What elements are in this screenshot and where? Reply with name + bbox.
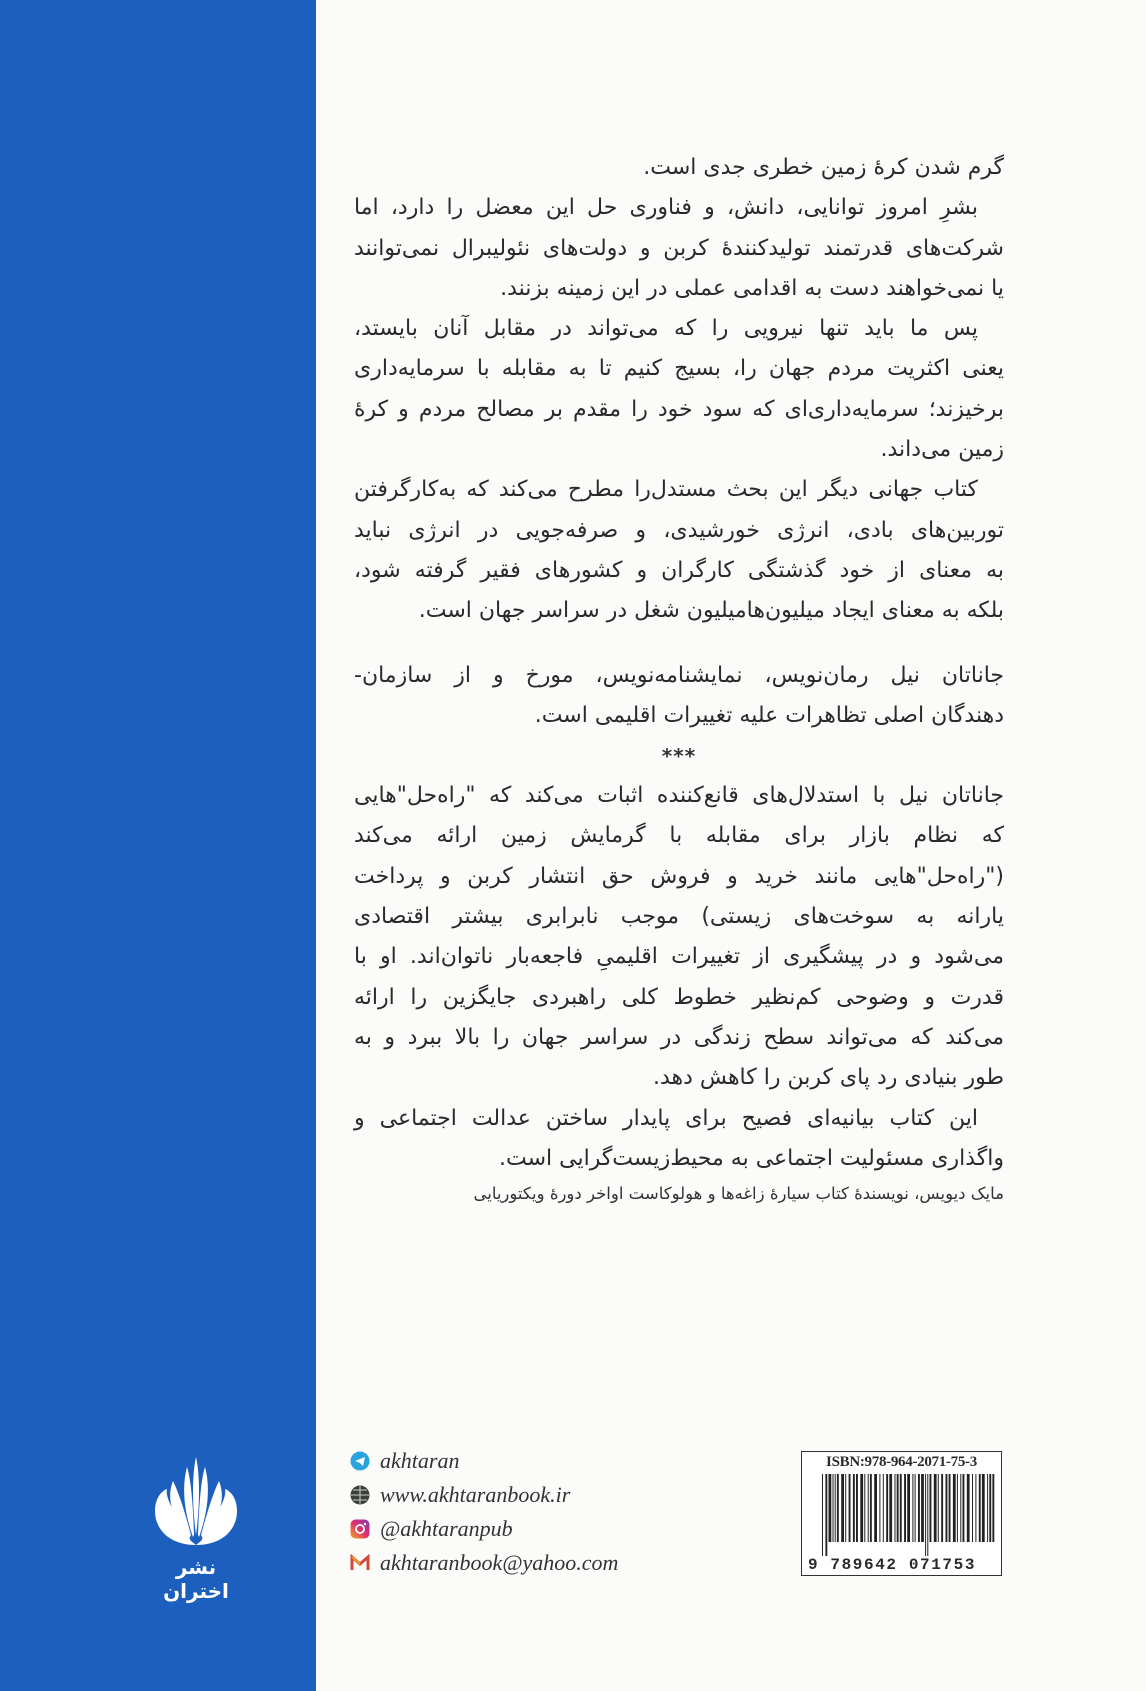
barcode-bar [972,1474,973,1542]
shell-logo-icon [151,1455,241,1547]
barcode-bar [868,1474,869,1542]
barcode-bar [895,1474,896,1542]
publisher-name: نشر اختران [163,1555,229,1603]
barcode-bars [822,1474,998,1556]
text-line: توربین‌های بادی، انرژی خورشیدی، و صرفه‌جویی در انرژی نباید [354,517,1004,543]
contact-text: @akhtaranpub [380,1516,513,1541]
barcode-bar [938,1474,939,1542]
quote-line: واگذاری مسئولیت اجتماعی به محیط‌زیست‌گرایی است. [498,1145,1004,1171]
barcode-bar [860,1474,863,1542]
barcode-bar [949,1474,951,1542]
quote-line: ("راه‌حل"هایی مانند خرید و فروش حق انتشار کربن و پرداخت [354,863,1004,889]
telegram-icon [350,1451,370,1471]
barcode-bar [886,1474,888,1542]
blue-spine-panel [0,0,316,1691]
barcode-bar [975,1474,976,1542]
barcode-bar [963,1474,965,1542]
barcode-bar [870,1474,872,1542]
contact-text: akhtaranbook@yahoo.com [380,1550,619,1575]
text-line: کتاب جهانی دیگر این بحث مستدل‌را مطرح می‌کند که به‌کارگرفتن [354,477,978,503]
author-bio-line: دهندگان اصلی تظاهرات علیه تغییرات اقلیمی است. [534,702,1004,728]
barcode-bar [946,1474,948,1542]
barcode-bar [982,1474,985,1542]
barcode-bar [897,1474,899,1542]
quote-line: جاناتان نیل با استدلال‌های قانع‌کننده اثبات می‌کند که "راه‌حل"هایی [354,783,1004,809]
isbn-label: ISBN:978-964-2071-75-3 [826,1454,977,1470]
quote-attribution: مایک دیویس، نویسندهٔ کتاب سیارهٔ زاغه‌ها و هولوکاست اواخر دورهٔ ویکتوریایی [473,1184,1004,1204]
barcode-bar [918,1474,920,1542]
barcode-bar [934,1474,937,1542]
barcode-bar [957,1474,958,1542]
barcode-bar [953,1474,956,1542]
isbn-barcode [801,1451,1002,1576]
barcode-digits: 9 789642 071753 [808,1556,977,1574]
barcode-bar [829,1474,832,1542]
barcode-bar [856,1474,858,1542]
barcode-bar [927,1474,928,1556]
text-line: زمین می‌داند. [880,437,1004,463]
instagram-icon [350,1519,370,1539]
barcode-bar [883,1474,884,1542]
barcode-bar [822,1474,823,1556]
publisher-logo [140,1455,252,1603]
barcode-bar [874,1474,877,1542]
barcode-bar [825,1474,827,1556]
barcode-bar [864,1474,865,1542]
contact-text: www.akhtaranbook.ir [380,1482,571,1507]
barcode-bar [879,1474,880,1542]
barcode-bar [900,1474,902,1542]
text-line: به معنای از خود گذشتگی کارگران و کشورهای فقیر گرفته شود، [354,557,1004,583]
barcode-bar [915,1474,916,1542]
barcode-bar [967,1474,970,1542]
barcode-bar [907,1474,910,1542]
contact-instagram[interactable] [350,1512,618,1546]
text-line: بلکه به معنای ایجاد میلیون‌هامیلیون شغل در سراسر جهان است. [418,598,1004,624]
text-line: برخیزند؛ سرمایه‌داری‌ای که سود خود را مقدم بر مصالح مردم و کرهٔ [354,396,1004,422]
barcode-bar [992,1474,994,1542]
quote-line: یارانه به سوخت‌های زیستی) موجب نابرابری بیشتر اقتصادی [354,904,1004,930]
quote-line: که نظام بازار برای مقابله با گرمایش زمین ارائه می‌کند [354,823,1004,849]
contact-telegram[interactable] [350,1444,618,1478]
barcode-bar [837,1474,839,1542]
barcode-bar [921,1474,924,1542]
quote-line: می‌کند که می‌تواند سطح زندگی در سراسر جهان را بالا ببرد و به [354,1024,1004,1050]
globe-icon [350,1485,370,1505]
barcode-bar [833,1474,834,1542]
barcode-bar [979,1474,981,1542]
gmail-icon [350,1553,370,1573]
barcode-bar [889,1474,892,1542]
text-line: گرم شدن کرهٔ زمین خطری جدی است. [643,155,1004,180]
contact-text: akhtaran [380,1448,460,1473]
text-line: شرکت‌های قدرتمند تولیدکنندهٔ کربن و دولت‌های نئولیبرال نمی‌توانند [354,235,1004,261]
quote-line: می‌شود و در پیشگیری از تغییرات اقلیمیِ فاجعه‌بار ناتوان‌اند. او با [354,944,1004,970]
barcode-bar [989,1474,991,1542]
text-line: یعنی اکثریت مردم جهان را، بسیج کنیم تا به مقابله با سرمایه‌داری [354,356,1004,382]
barcode-bar [835,1474,836,1542]
barcode-bar [849,1474,851,1542]
quote-line: این کتاب بیانیه‌ای فصیح برای پایدار ساختن عدالت اجتماعی و [354,1105,978,1131]
barcode-bar [912,1474,913,1542]
text-line: یا نمی‌خواهند دست به اقدامی عملی در این زمینه بزنند. [500,275,1004,301]
contact-email[interactable] [350,1546,618,1580]
barcode-bar [941,1474,943,1542]
author-bio-line: جاناتان نیل رمان‌نویس، نمایشنامه‌نویس، مورخ و از سازمان- [354,662,1004,688]
contact-website[interactable] [350,1478,618,1512]
section-separator: *** [661,744,697,769]
quote-line: طور بنیادی رد پای کربن را کاهش دهد. [652,1065,1004,1091]
barcode-bar [904,1474,906,1542]
quote-line: قدرت و وضوحی کم‌نظیر خطوط کلی راهبردی جایگزین را ارائه [354,984,1004,1010]
barcode-bar [925,1474,926,1556]
barcode-bar [845,1474,846,1542]
barcode-bar [930,1474,932,1542]
barcode-bar [987,1474,988,1542]
barcode-bar [841,1474,844,1542]
contact-list [350,1444,618,1580]
barcode-bar [960,1474,961,1542]
text-line: پس ما باید تنها نیرویی را که می‌تواند در مقابل آنان بایستد، [354,316,978,342]
barcode-bar [853,1474,855,1542]
text-line: بشرِ امروز توانایی، دانش، و فناوری حل این معضل را دارد، اما [354,195,978,221]
back-cover-text [354,148,1004,1209]
